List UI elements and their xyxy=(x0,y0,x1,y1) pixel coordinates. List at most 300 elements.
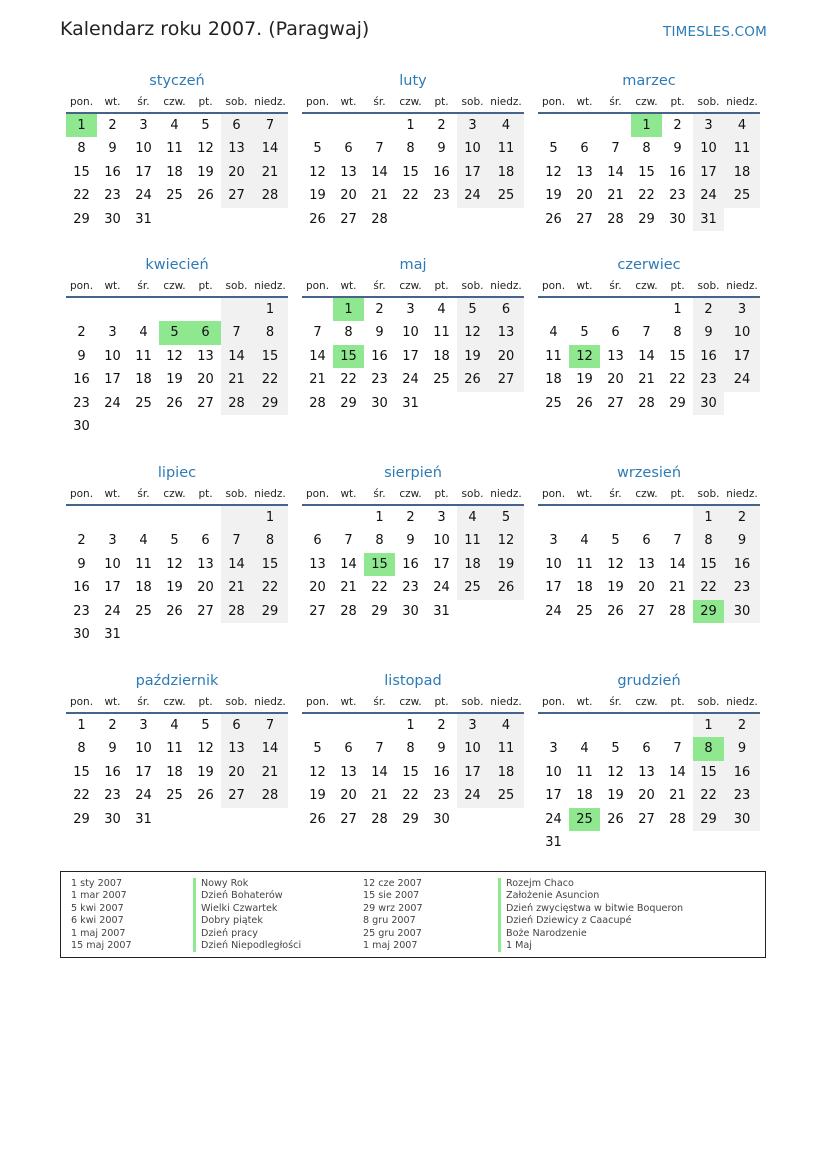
day-cell: 16 xyxy=(669,164,686,180)
empty-cell xyxy=(538,506,569,529)
weekday-label: pt. xyxy=(198,488,213,500)
empty-cell xyxy=(457,808,488,831)
weekday-label: niedz. xyxy=(726,488,758,500)
day-cell: 14 xyxy=(221,345,252,368)
day-cell: 15 xyxy=(73,164,90,180)
day-cell: 22 xyxy=(73,188,90,204)
day-cell: 3 xyxy=(457,114,488,137)
day-cell: 23 xyxy=(724,784,760,807)
empty-cell xyxy=(159,623,190,646)
day-cell: 28 xyxy=(252,784,288,807)
empty-cell xyxy=(302,298,333,321)
day-cell: 15 xyxy=(693,761,724,784)
day-cell: 9 xyxy=(437,741,446,757)
day-cell: 6 xyxy=(611,325,620,341)
empty-cell xyxy=(221,415,252,438)
day-cell: 8 xyxy=(406,741,415,757)
day-cell: 27 xyxy=(488,368,524,391)
day-cell: 12 xyxy=(545,164,562,180)
day-grid xyxy=(66,114,288,231)
day-cell: 16 xyxy=(371,348,388,364)
day-cell: 3 xyxy=(437,510,446,525)
day-cell: 1 xyxy=(673,302,682,317)
day-cell: 22 xyxy=(669,372,686,388)
weekday-label: sob. xyxy=(461,280,484,292)
day-cell: 2 xyxy=(77,325,86,341)
day-cell: 28 xyxy=(221,392,252,415)
month-name: wrzesień xyxy=(616,465,682,481)
legend-entry: Dzień Bohaterów xyxy=(193,890,301,902)
day-cell: 26 xyxy=(197,188,214,204)
weekday-label: pon. xyxy=(69,488,94,500)
day-cell: 14 xyxy=(638,348,655,364)
day-cell: 31 xyxy=(693,208,724,231)
day-cell: 1 xyxy=(333,298,364,321)
day-cell: 2 xyxy=(406,510,415,525)
weekday-label: śr. xyxy=(373,280,386,292)
day-cell: 25 xyxy=(569,808,600,831)
day-cell: 20 xyxy=(607,372,624,388)
empty-cell xyxy=(724,392,760,415)
day-cell: 8 xyxy=(252,529,288,552)
day-cell: 1 xyxy=(631,114,662,137)
day-cell: 22 xyxy=(371,580,388,596)
day-cell: 26 xyxy=(576,395,593,411)
day-cell: 25 xyxy=(433,372,450,388)
empty-cell xyxy=(190,506,221,529)
empty-cell xyxy=(457,392,488,415)
day-cell: 19 xyxy=(607,580,624,596)
day-cell: 8 xyxy=(642,141,651,157)
day-cell: 3 xyxy=(724,298,760,321)
day-cell: 2 xyxy=(693,298,724,321)
day-cell: 17 xyxy=(135,164,152,180)
day-cell: 31 xyxy=(135,211,152,227)
day-cell: 12 xyxy=(309,164,326,180)
day-cell: 23 xyxy=(402,580,419,596)
empty-cell xyxy=(66,506,97,529)
weekday-label: wt. xyxy=(104,96,121,108)
day-cell: 15 xyxy=(252,553,288,576)
day-cell: 27 xyxy=(221,784,252,807)
day-cell: 15 xyxy=(693,553,724,576)
day-grid xyxy=(302,714,524,831)
day-cell: 26 xyxy=(457,368,488,391)
weekday-label: czw. xyxy=(163,280,186,292)
day-cell: 3 xyxy=(139,118,148,133)
day-cell: 10 xyxy=(135,141,152,157)
day-cell: 14 xyxy=(252,137,288,160)
day-cell: 22 xyxy=(693,576,724,599)
day-cell: 29 xyxy=(252,600,288,623)
weekday-header xyxy=(302,484,524,506)
day-cell: 8 xyxy=(693,737,724,760)
day-cell: 13 xyxy=(340,764,357,780)
legend-entry: Boże Narodzenie xyxy=(498,928,683,940)
day-cell: 12 xyxy=(488,529,524,552)
day-cell: 22 xyxy=(252,576,288,599)
day-cell: 3 xyxy=(108,325,117,341)
weekday-label: śr. xyxy=(137,696,150,708)
day-cell: 13 xyxy=(309,556,326,572)
day-cell: 23 xyxy=(693,368,724,391)
day-cell: 8 xyxy=(77,741,86,757)
weekday-header xyxy=(66,692,288,714)
day-cell: 13 xyxy=(221,737,252,760)
day-cell: 24 xyxy=(433,580,450,596)
day-cell: 29 xyxy=(73,811,90,827)
day-cell: 5 xyxy=(580,325,589,341)
weekday-header xyxy=(302,692,524,714)
day-cell: 24 xyxy=(724,368,760,391)
day-grid xyxy=(538,714,760,854)
day-cell: 22 xyxy=(693,784,724,807)
legend-dates-right xyxy=(363,878,423,952)
day-cell: 5 xyxy=(549,141,558,157)
day-cell: 9 xyxy=(724,529,760,552)
empty-cell xyxy=(128,623,159,646)
weekday-label: śr. xyxy=(373,488,386,500)
day-cell: 26 xyxy=(607,603,624,619)
day-cell: 5 xyxy=(201,718,210,733)
day-cell: 11 xyxy=(135,348,152,364)
day-cell: 12 xyxy=(607,556,624,572)
legend-entry: 15 maj 2007 xyxy=(71,940,132,952)
weekday-label: niedz. xyxy=(254,488,286,500)
weekday-label: wt. xyxy=(576,488,593,500)
empty-cell xyxy=(662,831,693,854)
day-cell: 25 xyxy=(166,188,183,204)
day-cell: 24 xyxy=(693,184,724,207)
day-cell: 29 xyxy=(371,603,388,619)
weekday-label: śr. xyxy=(373,696,386,708)
month-1 xyxy=(302,70,524,231)
empty-cell xyxy=(66,298,97,321)
day-cell: 7 xyxy=(375,741,384,757)
weekday-label: pon. xyxy=(541,488,566,500)
empty-cell xyxy=(159,208,190,231)
weekday-label: pon. xyxy=(69,96,94,108)
empty-cell xyxy=(190,208,221,231)
day-cell: 13 xyxy=(607,348,624,364)
weekday-label: czw. xyxy=(635,488,658,500)
weekday-label: pt. xyxy=(198,280,213,292)
empty-cell xyxy=(190,298,221,321)
weekday-label: niedz. xyxy=(490,696,522,708)
day-cell: 21 xyxy=(669,788,686,804)
day-cell: 9 xyxy=(693,321,724,344)
empty-cell xyxy=(538,114,569,137)
day-cell: 24 xyxy=(402,372,419,388)
day-cell: 11 xyxy=(457,529,488,552)
day-cell: 16 xyxy=(73,372,90,388)
day-cell: 10 xyxy=(457,737,488,760)
day-cell: 28 xyxy=(669,811,686,827)
month-3 xyxy=(66,254,288,438)
weekday-label: pt. xyxy=(434,696,449,708)
legend-entry: 1 maj 2007 xyxy=(363,940,418,952)
weekday-label: czw. xyxy=(163,696,186,708)
legend-entry: 1 Maj xyxy=(498,940,683,952)
day-cell: 10 xyxy=(545,556,562,572)
weekday-header xyxy=(66,276,288,298)
day-cell: 4 xyxy=(437,302,446,317)
empty-cell xyxy=(600,714,631,737)
empty-cell xyxy=(333,714,364,737)
day-cell: 31 xyxy=(104,626,121,642)
day-cell: 19 xyxy=(488,553,524,576)
day-cell: 27 xyxy=(576,211,593,227)
day-cell: 20 xyxy=(576,188,593,204)
day-cell: 19 xyxy=(197,164,214,180)
day-cell: 23 xyxy=(371,372,388,388)
day-cell: 7 xyxy=(344,533,353,549)
weekday-label: śr. xyxy=(609,696,622,708)
holiday-legend xyxy=(60,871,766,958)
month-9 xyxy=(66,670,288,831)
day-cell: 24 xyxy=(457,184,488,207)
day-cell: 26 xyxy=(488,576,524,599)
day-cell: 22 xyxy=(402,188,419,204)
day-cell: 17 xyxy=(457,761,488,784)
day-cell: 28 xyxy=(371,211,388,227)
day-cell: 15 xyxy=(669,348,686,364)
day-cell: 13 xyxy=(197,556,214,572)
weekday-label: pon. xyxy=(541,96,566,108)
day-cell: 3 xyxy=(139,718,148,733)
day-cell: 2 xyxy=(108,718,117,733)
weekday-label: pt. xyxy=(198,96,213,108)
weekday-label: sob. xyxy=(461,696,484,708)
day-cell: 21 xyxy=(607,188,624,204)
day-cell: 26 xyxy=(197,788,214,804)
day-cell: 11 xyxy=(724,137,760,160)
day-cell: 20 xyxy=(638,580,655,596)
empty-cell xyxy=(600,831,631,854)
day-cell: 15 xyxy=(73,764,90,780)
day-cell: 13 xyxy=(638,556,655,572)
day-cell: 24 xyxy=(135,788,152,804)
day-cell: 10 xyxy=(104,556,121,572)
weekday-label: pon. xyxy=(305,280,330,292)
day-cell: 11 xyxy=(576,556,593,572)
day-grid xyxy=(66,506,288,646)
day-cell: 19 xyxy=(166,580,183,596)
day-cell: 15 xyxy=(364,553,395,576)
legend-entry: 25 gru 2007 xyxy=(363,927,422,939)
day-cell: 4 xyxy=(580,533,589,549)
weekday-label: śr. xyxy=(373,96,386,108)
day-cell: 20 xyxy=(221,161,252,184)
day-cell: 16 xyxy=(402,556,419,572)
day-cell: 23 xyxy=(73,395,90,411)
day-cell: 16 xyxy=(104,164,121,180)
day-cell: 27 xyxy=(197,395,214,411)
day-cell: 19 xyxy=(197,764,214,780)
day-cell: 4 xyxy=(170,718,179,733)
day-cell: 7 xyxy=(221,321,252,344)
day-cell: 20 xyxy=(197,580,214,596)
month-name: marzec xyxy=(622,73,676,89)
day-cell: 11 xyxy=(166,741,183,757)
page-title: Kalendarz roku 2007. (Paragwaj) xyxy=(60,18,370,40)
day-cell: 16 xyxy=(433,164,450,180)
day-grid xyxy=(302,506,524,623)
day-cell: 16 xyxy=(73,580,90,596)
day-cell: 7 xyxy=(221,529,252,552)
day-cell: 17 xyxy=(693,161,724,184)
month-name: czerwiec xyxy=(617,257,681,273)
day-cell: 4 xyxy=(549,325,558,341)
weekday-label: sob. xyxy=(697,488,720,500)
day-cell: 18 xyxy=(135,372,152,388)
day-cell: 30 xyxy=(669,211,686,227)
month-5 xyxy=(538,254,760,415)
empty-cell xyxy=(333,114,364,137)
weekday-label: pon. xyxy=(69,696,94,708)
day-cell: 26 xyxy=(309,811,326,827)
day-cell: 27 xyxy=(221,184,252,207)
day-cell: 11 xyxy=(488,137,524,160)
weekday-label: śr. xyxy=(609,280,622,292)
day-cell: 1 xyxy=(693,714,724,737)
day-cell: 4 xyxy=(457,506,488,529)
day-cell: 18 xyxy=(545,372,562,388)
day-cell: 28 xyxy=(309,395,326,411)
weekday-label: śr. xyxy=(137,488,150,500)
day-cell: 30 xyxy=(73,626,90,642)
day-cell: 15 xyxy=(402,764,419,780)
day-grid xyxy=(538,114,760,231)
day-cell: 23 xyxy=(73,603,90,619)
empty-cell xyxy=(662,506,693,529)
day-cell: 18 xyxy=(724,161,760,184)
day-cell: 11 xyxy=(166,141,183,157)
day-cell: 15 xyxy=(252,345,288,368)
day-cell: 17 xyxy=(724,345,760,368)
day-cell: 25 xyxy=(166,788,183,804)
day-cell: 19 xyxy=(309,788,326,804)
day-cell: 19 xyxy=(457,345,488,368)
day-cell: 23 xyxy=(433,188,450,204)
month-10 xyxy=(302,670,524,831)
day-cell: 5 xyxy=(313,141,322,157)
weekday-label: niedz. xyxy=(254,96,286,108)
empty-cell xyxy=(252,808,288,831)
day-cell: 5 xyxy=(159,321,190,344)
weekday-label: sob. xyxy=(225,96,248,108)
legend-entry: 8 gru 2007 xyxy=(363,915,416,927)
weekday-label: pon. xyxy=(305,488,330,500)
weekday-label: czw. xyxy=(163,488,186,500)
day-cell: 5 xyxy=(488,506,524,529)
day-cell: 22 xyxy=(252,368,288,391)
legend-entry: Wielki Czwartek xyxy=(193,903,301,915)
day-cell: 10 xyxy=(402,325,419,341)
day-cell: 7 xyxy=(673,533,682,549)
weekday-header xyxy=(538,276,760,298)
weekday-label: wt. xyxy=(104,488,121,500)
day-cell: 7 xyxy=(375,141,384,157)
empty-cell xyxy=(190,623,221,646)
day-cell: 27 xyxy=(340,811,357,827)
day-cell: 24 xyxy=(545,811,562,827)
day-cell: 25 xyxy=(576,603,593,619)
day-cell: 13 xyxy=(638,764,655,780)
empty-cell xyxy=(252,208,288,231)
weekday-label: sob. xyxy=(697,280,720,292)
empty-cell xyxy=(221,208,252,231)
day-cell: 17 xyxy=(104,580,121,596)
weekday-label: sob. xyxy=(697,96,720,108)
day-cell: 25 xyxy=(724,184,760,207)
day-cell: 25 xyxy=(545,395,562,411)
day-cell: 16 xyxy=(104,764,121,780)
day-cell: 5 xyxy=(313,741,322,757)
day-cell: 8 xyxy=(375,533,384,549)
month-name: luty xyxy=(399,73,427,89)
day-cell: 30 xyxy=(73,418,90,434)
day-cell: 2 xyxy=(724,506,760,529)
weekday-label: sob. xyxy=(225,696,248,708)
day-cell: 29 xyxy=(402,811,419,827)
day-cell: 9 xyxy=(375,325,384,341)
legend-entry: Dzień pracy xyxy=(193,928,301,940)
day-cell: 18 xyxy=(433,348,450,364)
month-name: październik xyxy=(135,673,219,689)
empty-cell xyxy=(488,392,524,415)
empty-cell xyxy=(221,808,252,831)
day-cell: 1 xyxy=(252,298,288,321)
day-cell: 12 xyxy=(197,741,214,757)
empty-cell xyxy=(128,415,159,438)
day-cell: 19 xyxy=(545,188,562,204)
weekday-label: niedz. xyxy=(254,696,286,708)
day-cell: 17 xyxy=(433,556,450,572)
day-cell: 29 xyxy=(252,392,288,415)
day-cell: 16 xyxy=(724,761,760,784)
day-cell: 14 xyxy=(669,556,686,572)
empty-cell xyxy=(488,808,524,831)
day-cell: 12 xyxy=(607,764,624,780)
day-cell: 10 xyxy=(135,741,152,757)
legend-entry: Nowy Rok xyxy=(193,878,301,890)
day-cell: 19 xyxy=(607,788,624,804)
empty-cell xyxy=(569,114,600,137)
legend-entry: 5 kwi 2007 xyxy=(71,902,124,914)
day-cell: 6 xyxy=(221,714,252,737)
day-cell: 21 xyxy=(309,372,326,388)
day-cell: 29 xyxy=(638,211,655,227)
day-cell: 1 xyxy=(375,510,384,525)
brand-link[interactable]: TIMESLES.COM xyxy=(663,24,767,40)
day-cell: 10 xyxy=(457,137,488,160)
empty-cell xyxy=(538,298,569,321)
day-cell: 20 xyxy=(197,372,214,388)
day-cell: 2 xyxy=(724,714,760,737)
day-cell: 11 xyxy=(488,737,524,760)
day-cell: 14 xyxy=(309,348,326,364)
day-cell: 1 xyxy=(66,114,97,137)
weekday-header xyxy=(66,92,288,114)
day-cell: 9 xyxy=(724,737,760,760)
weekday-label: czw. xyxy=(163,96,186,108)
empty-cell xyxy=(190,808,221,831)
day-cell: 11 xyxy=(433,325,450,341)
weekday-label: pt. xyxy=(434,280,449,292)
day-cell: 4 xyxy=(580,741,589,757)
day-cell: 29 xyxy=(693,600,724,623)
